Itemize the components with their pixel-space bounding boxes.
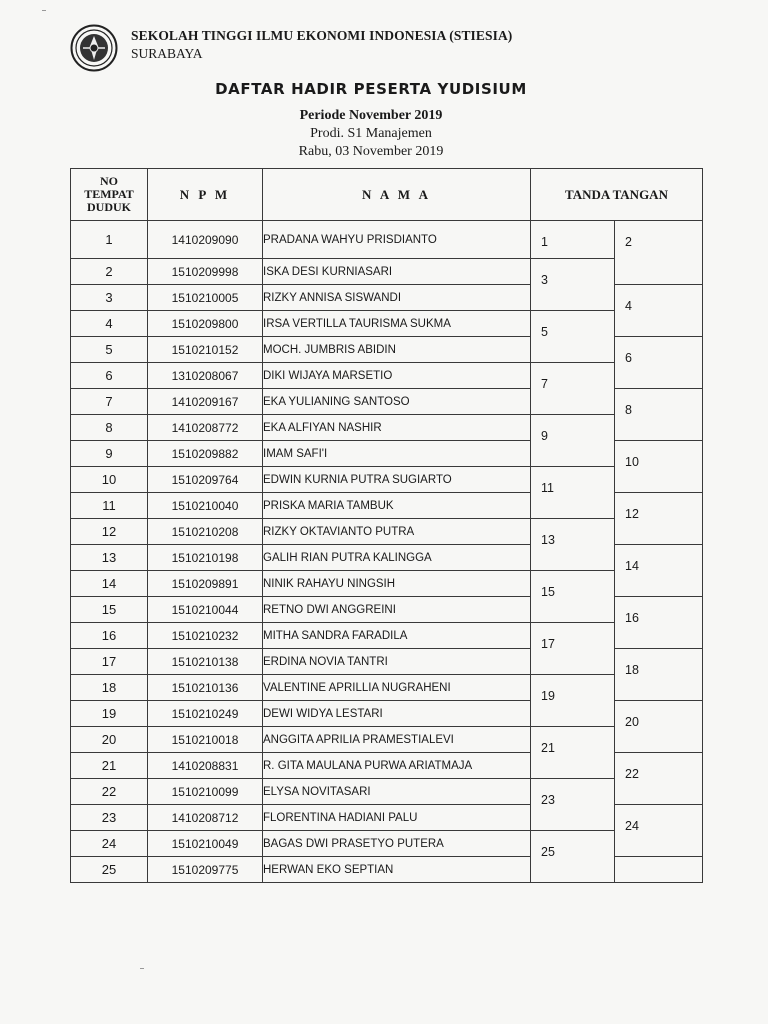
stiesia-emblem-icon [70, 24, 118, 72]
signature-number: 8 [625, 403, 632, 417]
document-date: Rabu, 03 November 2019 [298, 144, 444, 159]
table-row [71, 675, 703, 701]
seat-number: 1 [71, 221, 148, 259]
header-no-line3: DUDUK [87, 200, 131, 214]
npm-cell: 1510209891 [148, 571, 263, 597]
seat-number: 22 [71, 779, 148, 805]
signature-cell-left [531, 831, 615, 883]
signature-cell-right [615, 597, 703, 649]
seat-number: 20 [71, 727, 148, 753]
signature-number: 22 [625, 767, 639, 781]
nama-cell: PRADANA WAHYU PRISDIANTO [263, 221, 531, 259]
signature-cell-right [615, 221, 703, 285]
npm-cell: 1510210136 [148, 675, 263, 701]
nama-cell: VALENTINE APRILLIA NUGRAHENI [263, 675, 531, 701]
table-row [71, 779, 703, 805]
signature-cell-left [531, 221, 615, 259]
signature-number: 17 [541, 637, 555, 651]
nama-cell: ELYSA NOVITASARI [263, 779, 531, 805]
signature-cell-right [615, 285, 703, 337]
nama-cell: EDWIN KURNIA PUTRA SUGIARTO [263, 467, 531, 493]
npm-cell: 1510210040 [148, 493, 263, 519]
npm-cell: 1510209764 [148, 467, 263, 493]
signature-number: 25 [541, 845, 555, 859]
npm-cell: 1510210249 [148, 701, 263, 727]
signature-cell-right [615, 701, 703, 753]
seat-number: 11 [71, 493, 148, 519]
document-title: DAFTAR HADIR PESERTA YUDISIUM [215, 80, 527, 98]
seat-number: 17 [71, 649, 148, 675]
signature-cell-left [531, 675, 615, 727]
signature-cell-right [615, 441, 703, 493]
seat-number: 8 [71, 415, 148, 441]
nama-cell: R. GITA MAULANA PURWA ARIATMAJA [263, 753, 531, 779]
header-no-line2: TEMPAT [84, 187, 134, 201]
signature-number: 15 [541, 585, 555, 599]
table-row [71, 221, 703, 259]
seat-number: 15 [71, 597, 148, 623]
nama-cell: GALIH RIAN PUTRA KALINGGA [263, 545, 531, 571]
nama-cell: ISKA DESI KURNIASARI [263, 259, 531, 285]
signature-cell-left [531, 259, 615, 311]
signature-number: 2 [625, 235, 632, 249]
signature-number: 1 [541, 235, 548, 249]
attendance-table [70, 168, 703, 883]
signature-cell-left [531, 311, 615, 363]
npm-cell: 1510209800 [148, 311, 263, 337]
nama-cell: NINIK RAHAYU NINGSIH [263, 571, 531, 597]
seat-number: 23 [71, 805, 148, 831]
header-no-line1: NO [100, 174, 118, 188]
signature-number: 14 [625, 559, 639, 573]
seat-number: 19 [71, 701, 148, 727]
npm-cell: 1410208831 [148, 753, 263, 779]
seat-number: 9 [71, 441, 148, 467]
table-row [71, 571, 703, 597]
header-no-tempat-duduk [71, 169, 148, 221]
nama-cell: IMAM SAFI'I [263, 441, 531, 467]
seat-number: 6 [71, 363, 148, 389]
nama-cell: EKA YULIANING SANTOSO [263, 389, 531, 415]
npm-cell: 1410209090 [148, 221, 263, 259]
seat-number: 24 [71, 831, 148, 857]
nama-cell: BAGAS DWI PRASETYO PUTERA [263, 831, 531, 857]
signature-cell-right [615, 649, 703, 701]
signature-number: 20 [625, 715, 639, 729]
npm-cell: 1510209775 [148, 857, 263, 883]
signature-number: 10 [625, 455, 639, 469]
seat-number: 18 [71, 675, 148, 701]
attendance-rows [71, 221, 703, 883]
nama-cell: DIKI WIJAYA MARSETIO [263, 363, 531, 389]
nama-cell: DEWI WIDYA LESTARI [263, 701, 531, 727]
table-row [71, 623, 703, 649]
table-row [71, 519, 703, 545]
seat-number: 12 [71, 519, 148, 545]
table-row [71, 415, 703, 441]
seat-number: 25 [71, 857, 148, 883]
nama-cell: HERWAN EKO SEPTIAN [263, 857, 531, 883]
npm-cell: 1510210138 [148, 649, 263, 675]
signature-number: 3 [541, 273, 548, 287]
signature-cell-right [615, 545, 703, 597]
document-period: Periode November 2019 [299, 108, 443, 123]
nama-cell: PRISKA MARIA TAMBUK [263, 493, 531, 519]
signature-number: 23 [541, 793, 555, 807]
signature-number: 7 [541, 377, 548, 391]
signature-number: 13 [541, 533, 555, 547]
seat-number: 14 [71, 571, 148, 597]
signature-number: 18 [625, 663, 639, 677]
nama-cell: EKA ALFIYAN NASHIR [263, 415, 531, 441]
signature-number: 11 [541, 481, 554, 495]
seat-number: 5 [71, 337, 148, 363]
table-row [71, 831, 703, 857]
npm-cell: 1510210044 [148, 597, 263, 623]
seat-number: 4 [71, 311, 148, 337]
signature-cell-right [615, 337, 703, 389]
npm-cell: 1510210152 [148, 337, 263, 363]
table-header-row [71, 169, 703, 221]
signature-cell-left [531, 571, 615, 623]
header-nama: N A M A [263, 169, 531, 221]
header-tanda-tangan: TANDA TANGAN [531, 169, 703, 221]
signature-cell-right [615, 493, 703, 545]
signature-cell-left [531, 363, 615, 415]
scan-speck [140, 968, 144, 969]
signature-number: 4 [625, 299, 632, 313]
seat-number: 13 [71, 545, 148, 571]
scan-speck [42, 10, 46, 11]
nama-cell: ANGGITA APRILIA PRAMESTIALEVI [263, 727, 531, 753]
nama-cell: RETNO DWI ANGGREINI [263, 597, 531, 623]
signature-cell-left [531, 727, 615, 779]
signature-number: 21 [541, 741, 555, 755]
signature-number: 19 [541, 689, 555, 703]
npm-cell: 1510210208 [148, 519, 263, 545]
npm-cell: 1410208772 [148, 415, 263, 441]
signature-cell-right [615, 389, 703, 441]
signature-number: 5 [541, 325, 548, 339]
table-row [71, 467, 703, 493]
institution-name: SEKOLAH TINGGI ILMU EKONOMI INDONESIA (STIESIA) [131, 28, 513, 43]
signature-number: 9 [541, 429, 548, 443]
seat-number: 21 [71, 753, 148, 779]
table-row [71, 363, 703, 389]
npm-cell: 1510210005 [148, 285, 263, 311]
seat-number: 3 [71, 285, 148, 311]
header-npm: N P M [148, 169, 263, 221]
seat-number: 10 [71, 467, 148, 493]
table-row [71, 259, 703, 285]
nama-cell: FLORENTINA HADIANI PALU [263, 805, 531, 831]
signature-cell-right [615, 857, 703, 883]
npm-cell: 1510210232 [148, 623, 263, 649]
nama-cell: MITHA SANDRA FARADILA [263, 623, 531, 649]
npm-cell: 1510209882 [148, 441, 263, 467]
table-row [71, 727, 703, 753]
seat-number: 7 [71, 389, 148, 415]
seat-number: 16 [71, 623, 148, 649]
npm-cell: 1410209167 [148, 389, 263, 415]
seat-number: 2 [71, 259, 148, 285]
signature-cell-left [531, 623, 615, 675]
signature-cell-left [531, 779, 615, 831]
nama-cell: IRSA VERTILLA TAURISMA SUKMA [263, 311, 531, 337]
signature-cell-right [615, 805, 703, 857]
signature-number: 12 [625, 507, 639, 521]
table-row [71, 311, 703, 337]
npm-cell: 1510210198 [148, 545, 263, 571]
nama-cell: MOCH. JUMBRIS ABIDIN [263, 337, 531, 363]
nama-cell: ERDINA NOVIA TANTRI [263, 649, 531, 675]
signature-number: 6 [625, 351, 632, 365]
signature-cell-left [531, 415, 615, 467]
npm-cell: 1510210018 [148, 727, 263, 753]
signature-cell-left [531, 519, 615, 571]
institution-city: SURABAYA [131, 46, 203, 61]
nama-cell: RIZKY OKTAVIANTO PUTRA [263, 519, 531, 545]
signature-cell-left [531, 467, 615, 519]
document-program: Prodi. S1 Manajemen [310, 126, 432, 141]
npm-cell: 1410208712 [148, 805, 263, 831]
signature-number: 16 [625, 611, 639, 625]
npm-cell: 1310208067 [148, 363, 263, 389]
npm-cell: 1510210099 [148, 779, 263, 805]
nama-cell: RIZKY ANNISA SISWANDI [263, 285, 531, 311]
npm-cell: 1510210049 [148, 831, 263, 857]
signature-number: 24 [625, 819, 639, 833]
npm-cell: 1510209998 [148, 259, 263, 285]
signature-cell-right [615, 753, 703, 805]
